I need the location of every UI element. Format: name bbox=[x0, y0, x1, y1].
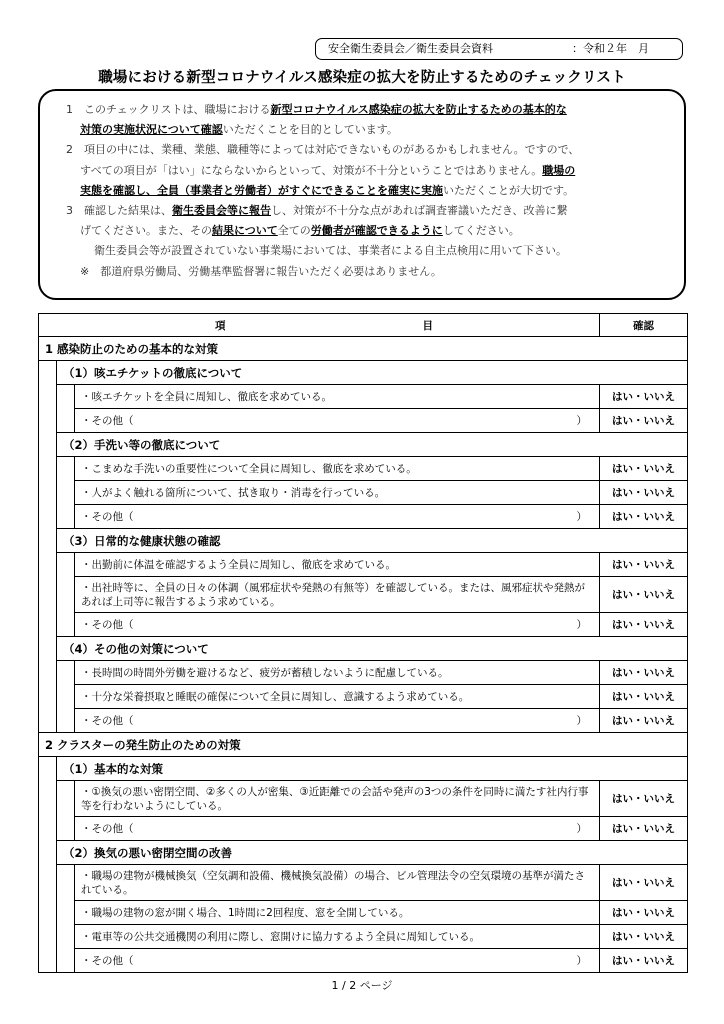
gutter bbox=[57, 781, 75, 817]
other-close: ） bbox=[576, 955, 587, 967]
other-label: ・その他（ bbox=[81, 955, 134, 967]
document-meta-box bbox=[315, 38, 683, 60]
gutter bbox=[39, 757, 57, 781]
gutter bbox=[57, 709, 75, 733]
checklist-table bbox=[38, 313, 688, 973]
gutter bbox=[39, 949, 57, 973]
gutter bbox=[57, 505, 75, 529]
subsection-row bbox=[39, 757, 688, 781]
table-row bbox=[39, 505, 688, 529]
answer-cell[interactable]: はい・いいえ bbox=[600, 505, 688, 529]
other-label: ・その他（ bbox=[81, 415, 134, 427]
other-close: ） bbox=[576, 715, 587, 727]
check-item: ・電車等の公共交通機関の利用に際し、窓開けに協力するよう全員に周知している。 bbox=[75, 925, 600, 949]
table-row bbox=[39, 949, 688, 973]
gutter bbox=[57, 409, 75, 433]
answer-cell[interactable]: はい・いいえ bbox=[600, 577, 688, 613]
table-row bbox=[39, 577, 688, 613]
gutter bbox=[39, 361, 57, 385]
intro-text: し、対策が不十分な点があれば調査審議いただき、改善に繋 bbox=[271, 204, 568, 218]
confirm-header: 確認 bbox=[600, 314, 688, 337]
date-label: ：令和２年 月 bbox=[572, 42, 649, 55]
answer-cell[interactable]: はい・いいえ bbox=[600, 553, 688, 577]
page-number: 1 / 2 ページ bbox=[331, 979, 393, 992]
check-item: ・長時間の時間外労働を避けるなど、疲労が蓄積しないように配慮している。 bbox=[75, 661, 600, 685]
gutter bbox=[57, 613, 75, 637]
check-item: ・人がよく触れる箇所について、拭き取り・消毒を行っている。 bbox=[75, 481, 600, 505]
answer-cell[interactable]: はい・いいえ bbox=[600, 865, 688, 901]
other-label: ・その他（ bbox=[81, 715, 134, 727]
gutter bbox=[57, 553, 75, 577]
gutter bbox=[39, 613, 57, 637]
answer-cell[interactable]: はい・いいえ bbox=[600, 709, 688, 733]
section-title: 2 クラスターの発生防止のための対策 bbox=[39, 733, 688, 757]
gutter bbox=[57, 817, 75, 841]
subsection-title: （1）咳エチケットの徹底について bbox=[57, 361, 688, 385]
intro-text: してください。 bbox=[442, 224, 520, 238]
gutter bbox=[57, 481, 75, 505]
answer-cell[interactable]: はい・いいえ bbox=[600, 901, 688, 925]
table-row bbox=[39, 925, 688, 949]
other-close: ） bbox=[576, 415, 587, 427]
gutter bbox=[39, 781, 57, 817]
subsection-title: （2）換気の悪い密閉空間の改善 bbox=[57, 841, 688, 865]
gutter bbox=[39, 925, 57, 949]
other-close: ） bbox=[576, 511, 587, 523]
intro-text: げてください。また、その bbox=[80, 224, 212, 238]
table-row bbox=[39, 661, 688, 685]
subsection-row bbox=[39, 637, 688, 661]
answer-cell[interactable]: はい・いいえ bbox=[600, 781, 688, 817]
check-item: ・出社時等に、全員の日々の体調（風邪症状や発熱の有無等）を確認している。または、風邪症状や発熱があれば上司等に報告するよう求めている。 bbox=[75, 577, 600, 613]
subsection-title: （3）日常的な健康状態の確認 bbox=[57, 529, 688, 553]
gutter bbox=[57, 661, 75, 685]
section-row bbox=[39, 337, 688, 361]
gutter bbox=[57, 925, 75, 949]
subsection-title: （1）基本的な対策 bbox=[57, 757, 688, 781]
page-title: 職場における新型コロナウイルス感染症の拡大を防止するためのチェックリスト bbox=[98, 70, 626, 86]
gutter bbox=[39, 709, 57, 733]
table-row bbox=[39, 613, 688, 637]
other-close: ） bbox=[576, 823, 587, 835]
gutter bbox=[57, 385, 75, 409]
check-item: ・咳エチケットを全員に周知し、徹底を求めている。 bbox=[75, 385, 600, 409]
header-char: 目 bbox=[422, 319, 433, 332]
other-item[interactable] bbox=[75, 817, 600, 841]
check-item: ・出勤前に体温を確認するよう全員に周知し、徹底を求めている。 bbox=[75, 553, 600, 577]
table-row bbox=[39, 685, 688, 709]
other-item[interactable] bbox=[75, 409, 600, 433]
gutter bbox=[39, 505, 57, 529]
table-row bbox=[39, 817, 688, 841]
gutter bbox=[57, 865, 75, 901]
gutter bbox=[39, 817, 57, 841]
check-item: ・こまめな手洗いの重要性について全員に周知し、徹底を求めている。 bbox=[75, 457, 600, 481]
subsection-row bbox=[39, 361, 688, 385]
intro-text: すべての項目が「はい」にならないからといって、対策が不十分ということではありません。 bbox=[80, 163, 543, 177]
other-item[interactable] bbox=[75, 505, 600, 529]
gutter bbox=[39, 481, 57, 505]
answer-cell[interactable]: はい・いいえ bbox=[600, 385, 688, 409]
table-header bbox=[39, 314, 688, 337]
intro-emphasis: 結果について bbox=[212, 224, 278, 238]
header-char: 項 bbox=[215, 319, 226, 332]
subsection-row bbox=[39, 841, 688, 865]
subsection-row bbox=[39, 529, 688, 553]
gutter bbox=[39, 661, 57, 685]
answer-cell[interactable]: はい・いいえ bbox=[600, 409, 688, 433]
section-title: 1 感染防止のための基本的な対策 bbox=[39, 337, 688, 361]
gutter bbox=[57, 685, 75, 709]
answer-cell[interactable]: はい・いいえ bbox=[600, 481, 688, 505]
other-label: ・その他（ bbox=[81, 619, 134, 631]
gutter bbox=[39, 409, 57, 433]
intro-text: 衛生委員会等が設置されていない事業場においては、事業者による自主点検用に用いて下さい。 bbox=[94, 244, 567, 258]
item-header bbox=[39, 314, 600, 337]
answer-cell[interactable]: はい・いいえ bbox=[600, 685, 688, 709]
answer-cell[interactable]: はい・いいえ bbox=[600, 457, 688, 481]
table-row bbox=[39, 385, 688, 409]
table-row bbox=[39, 481, 688, 505]
answer-cell[interactable]: はい・いいえ bbox=[600, 817, 688, 841]
check-item: ・①換気の悪い密閉空間、②多くの人が密集、③近距離での会話や発声の3つの条件を同時に満たす社内行事等を行わないようにしている。 bbox=[75, 781, 600, 817]
other-item[interactable] bbox=[75, 949, 600, 973]
subsection-title: （2）手洗い等の徹底について bbox=[57, 433, 688, 457]
table-row bbox=[39, 457, 688, 481]
other-item[interactable] bbox=[75, 613, 600, 637]
gutter bbox=[39, 841, 57, 865]
table-row bbox=[39, 865, 688, 901]
section-row bbox=[39, 733, 688, 757]
intro-emphasis: 新型コロナウイルス感染症の拡大を防止するための基本的な bbox=[270, 103, 567, 116]
gutter bbox=[57, 457, 75, 481]
subsection-title: （4）その他の対策について bbox=[57, 637, 688, 661]
table-row bbox=[39, 709, 688, 733]
gutter bbox=[39, 385, 57, 409]
other-label: ・その他（ bbox=[81, 511, 134, 523]
intro-text: 1 このチェックリストは、職場における bbox=[66, 103, 271, 116]
intro-emphasis: 衛生委員会等に報告 bbox=[172, 204, 271, 218]
gutter bbox=[39, 553, 57, 577]
other-item[interactable] bbox=[75, 709, 600, 733]
intro-emphasis: 職場の bbox=[542, 163, 576, 177]
answer-cell[interactable]: はい・いいえ bbox=[600, 613, 688, 637]
table-row bbox=[39, 901, 688, 925]
gutter bbox=[39, 685, 57, 709]
gutter bbox=[57, 577, 75, 613]
intro-emphasis: 対策の実施状況について確認 bbox=[80, 123, 223, 137]
table-row bbox=[39, 553, 688, 577]
intro-text: いただくことを目的としています。 bbox=[222, 123, 398, 137]
check-item: ・職場の建物の窓が開く場合、1時間に2回程度、窓を全開している。 bbox=[75, 901, 600, 925]
gutter bbox=[39, 457, 57, 481]
intro-text: 全ての bbox=[277, 224, 311, 238]
table-row bbox=[39, 409, 688, 433]
gutter bbox=[39, 901, 57, 925]
answer-cell[interactable]: はい・いいえ bbox=[600, 949, 688, 973]
intro-text: いただくことが大切です。 bbox=[443, 183, 575, 197]
gutter bbox=[57, 949, 75, 973]
check-item: ・職場の建物が機械換気（空気調和設備、機械換気設備）の場合、ビル管理法令の空気環境の基準が満たされている。 bbox=[75, 865, 600, 901]
answer-cell[interactable]: はい・いいえ bbox=[600, 661, 688, 685]
gutter bbox=[39, 637, 57, 661]
intro-emphasis: 労働者が確認できるように bbox=[310, 224, 443, 238]
table-row bbox=[39, 781, 688, 817]
subsection-row bbox=[39, 433, 688, 457]
answer-cell[interactable]: はい・いいえ bbox=[600, 925, 688, 949]
gutter bbox=[39, 433, 57, 457]
intro-note: ※ 都道府県労働局、労働基準監督署に報告いただく必要はありません。 bbox=[80, 264, 442, 278]
gutter bbox=[39, 577, 57, 613]
gutter bbox=[57, 901, 75, 925]
intro-box bbox=[38, 89, 686, 300]
intro-emphasis: 実態を確認し、全員（事業者と労働者）がすぐにできることを確実に実施 bbox=[80, 183, 443, 197]
gutter bbox=[39, 529, 57, 553]
intro-text: 3 確認した結果は、 bbox=[66, 204, 172, 218]
other-close: ） bbox=[576, 619, 587, 631]
gutter bbox=[39, 865, 57, 901]
check-item: ・十分な栄養摂取と睡眠の確保について全員に周知し、意識するよう求めている。 bbox=[75, 685, 600, 709]
other-label: ・その他（ bbox=[81, 823, 134, 835]
intro-text: 2 項目の中には、業種、業態、職種等によっては対応できないものがあるかもしれません。ですので、 bbox=[66, 143, 580, 157]
committee-label: 安全衛生委員会／衛生委員会資料 bbox=[328, 42, 493, 55]
